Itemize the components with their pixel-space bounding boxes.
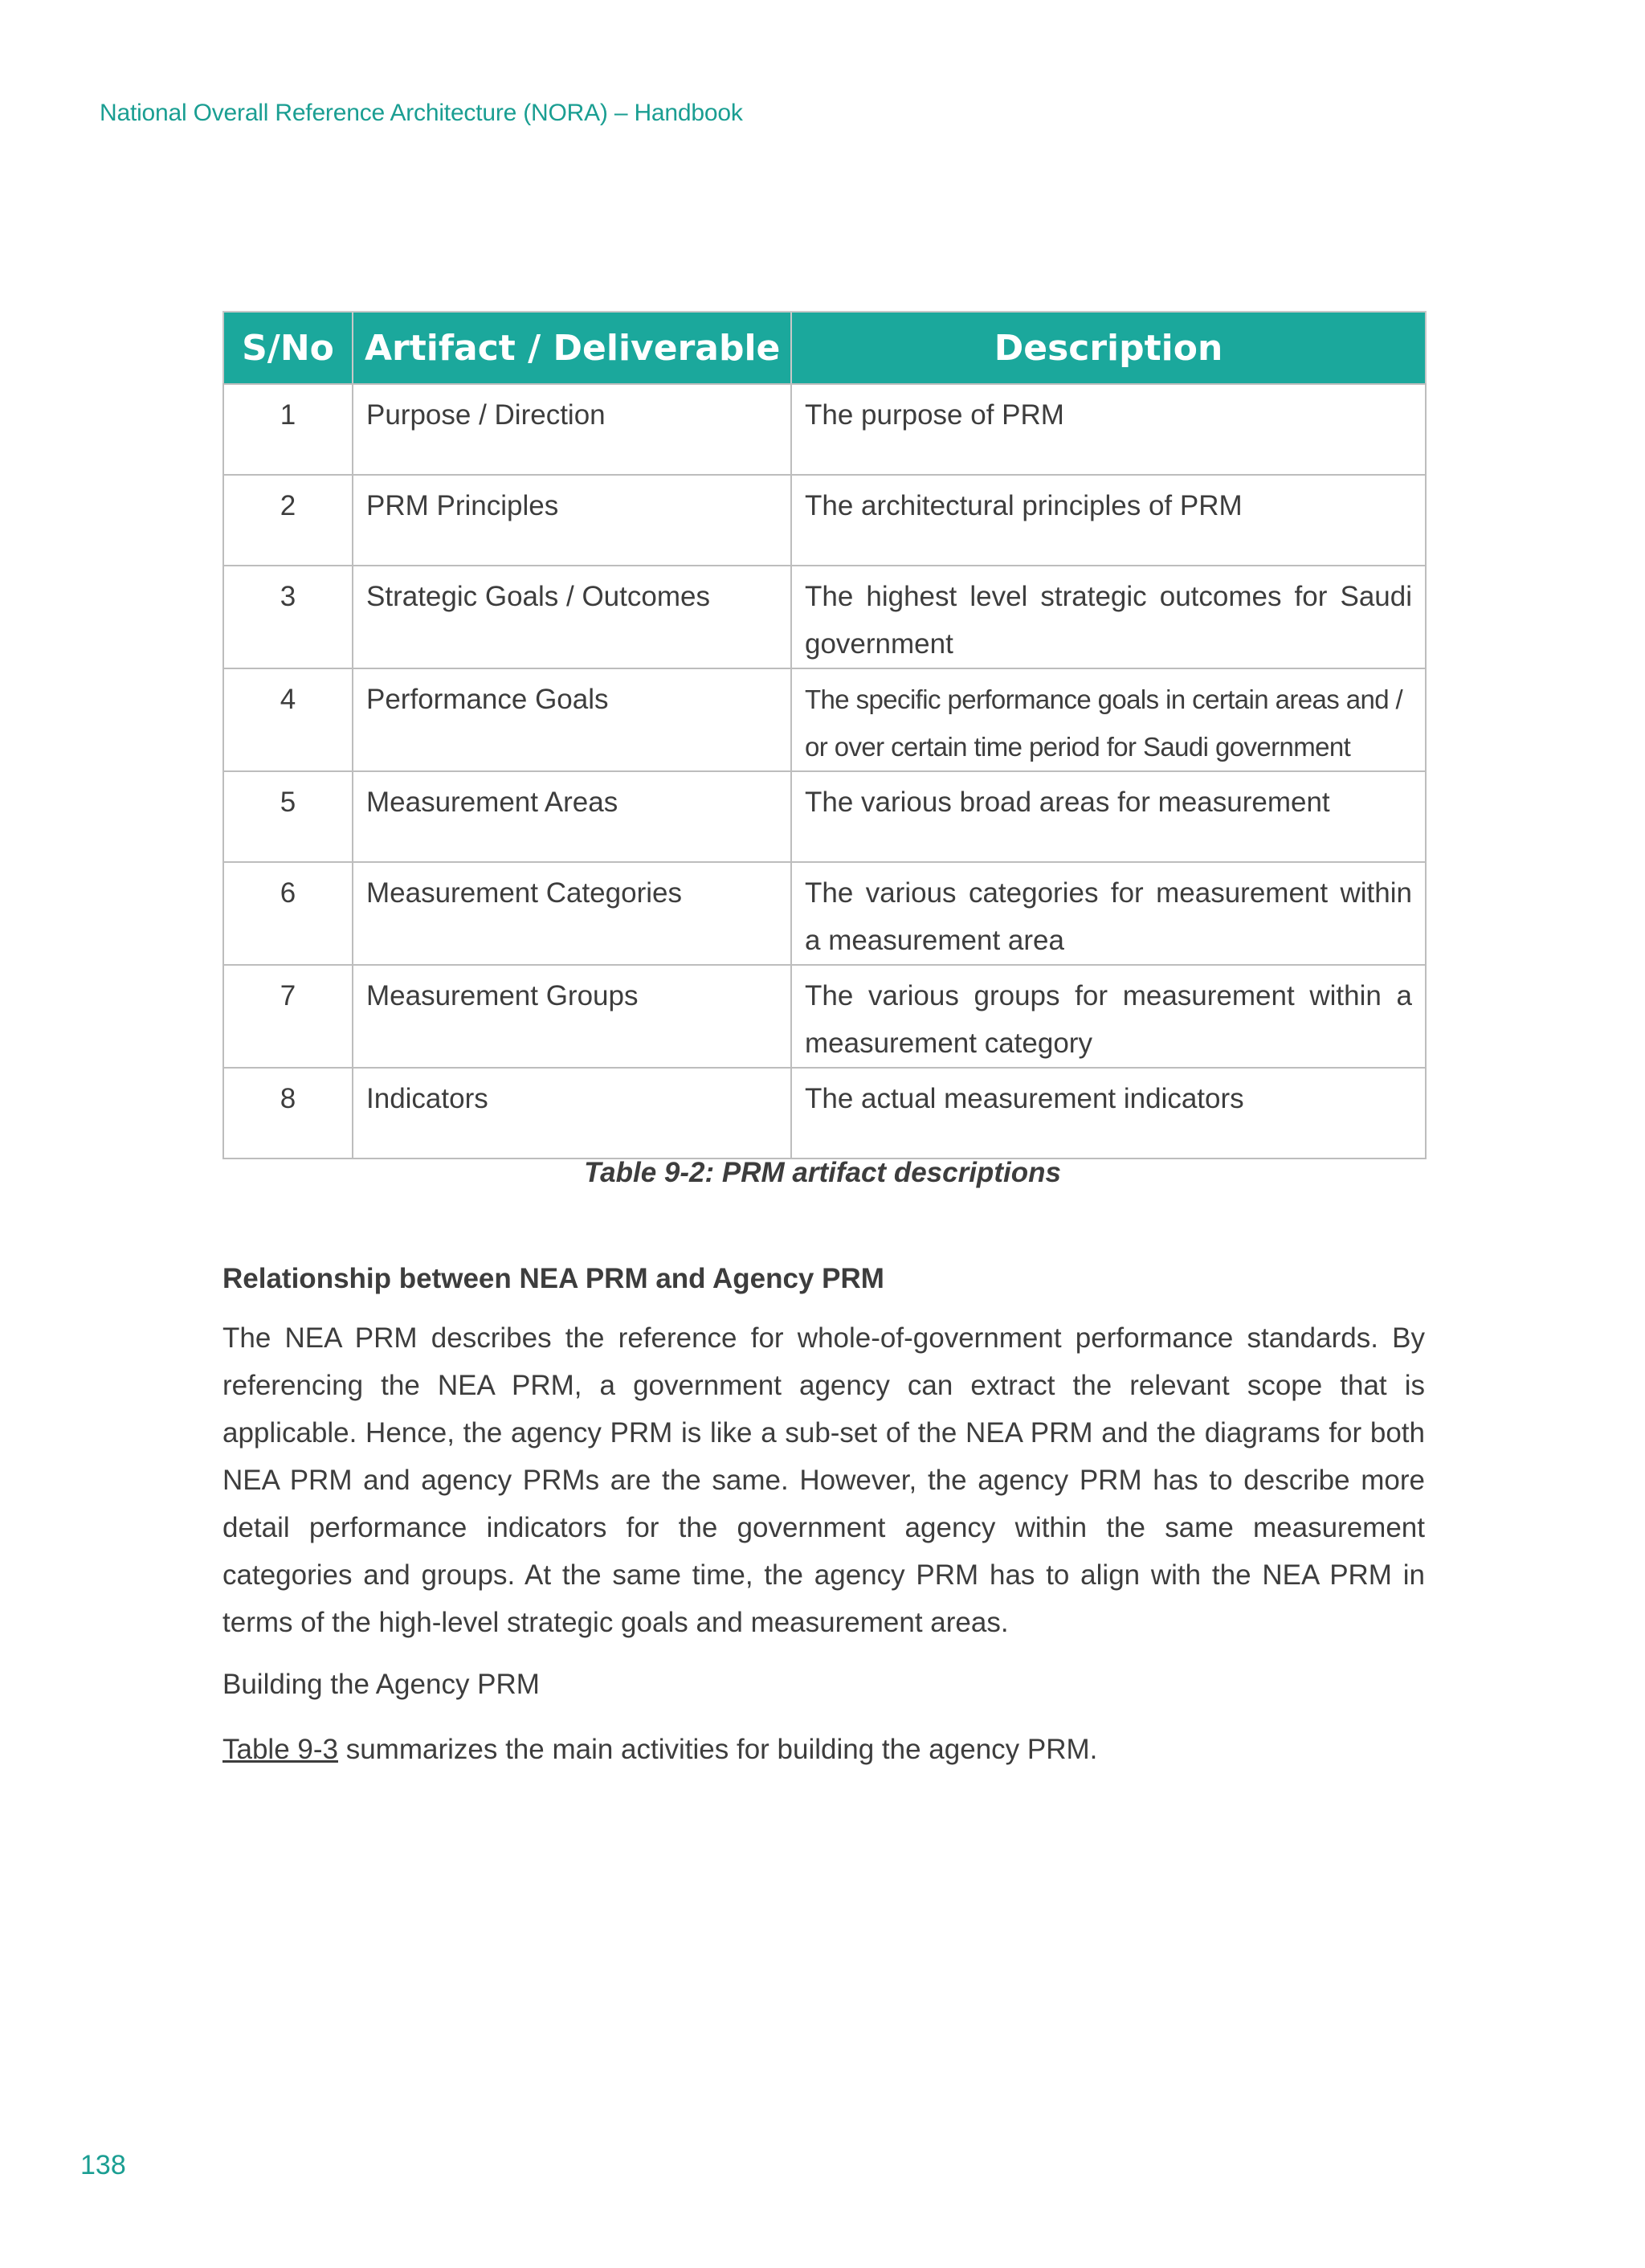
cell-sno: 6: [223, 862, 353, 965]
cell-artifact: Performance Goals: [353, 668, 791, 771]
column-header-sno: S/No: [223, 312, 353, 384]
table-row: [223, 771, 1426, 862]
cell-description: The highest level strategic outcomes for Saudi government: [791, 566, 1426, 668]
table-row: [223, 566, 1426, 668]
cell-sno: 2: [223, 475, 353, 566]
table-header-row: [223, 312, 1426, 384]
cell-sno: 7: [223, 965, 353, 1068]
cell-sno: 4: [223, 668, 353, 771]
prm-artifact-table-wrapper: [222, 311, 1425, 1159]
table-reference-link[interactable]: Table 9-3: [222, 1734, 338, 1765]
table-row: [223, 862, 1426, 965]
table-caption: Table 9-2: PRM artifact descriptions: [584, 1157, 1061, 1188]
table-row: [223, 1068, 1426, 1159]
cell-description: The various groups for measurement within a measurement category: [791, 965, 1426, 1068]
cell-description: The various categories for measurement within a measurement area: [791, 862, 1426, 965]
body-section: [222, 1258, 1425, 1791]
cell-artifact: Indicators: [353, 1068, 791, 1159]
table-row: [223, 475, 1426, 566]
page-number: 138: [80, 2150, 126, 2180]
column-header-artifact: Artifact / Deliverable: [353, 312, 791, 384]
cell-sno: 5: [223, 771, 353, 862]
prm-artifact-table: [222, 311, 1427, 1159]
cell-description: The architectural principles of PRM: [791, 475, 1426, 566]
section-heading: Relationship between NEA PRM and Agency PRM: [222, 1263, 884, 1294]
column-header-description: Description: [791, 312, 1426, 384]
cell-artifact: Strategic Goals / Outcomes: [353, 566, 791, 668]
cell-artifact: Purpose / Direction: [353, 384, 791, 475]
cell-description: The actual measurement indicators: [791, 1068, 1426, 1159]
cell-artifact: Measurement Categories: [353, 862, 791, 965]
cell-sno: 8: [223, 1068, 353, 1159]
cell-sno: 3: [223, 566, 353, 668]
cell-description: The specific performance goals in certain areas and / or over certain time period for Saudi government: [791, 668, 1426, 771]
cell-artifact: PRM Principles: [353, 475, 791, 566]
body-paragraph: The NEA PRM describes the reference for whole-of-government performance standards. By referencing the NEA PRM, a government agency can extract the relevant scope that is applicable. Hence, the agency PRM is like a sub-set of the NEA PRM and the diagrams for both NEA PRM and agency PRMs are the same. However, the agency PRM has to describe more detail performance indicators for the government agency within the same measurement categories and groups. At the same time, the agency PRM has to align with the NEA PRM in terms of the high-level strategic goals and measurement areas.: [222, 1322, 1425, 1638]
cell-description: The purpose of PRM: [791, 384, 1426, 475]
subheading: Building the Agency PRM: [222, 1669, 540, 1700]
table-row: [223, 965, 1426, 1068]
reference-sentence: [222, 1726, 1425, 1773]
cell-artifact: Measurement Groups: [353, 965, 791, 1068]
running-header: National Overall Reference Architecture (NORA) – Handbook: [100, 100, 743, 126]
cell-description: The various broad areas for measurement: [791, 771, 1426, 862]
cell-artifact: Measurement Areas: [353, 771, 791, 862]
reference-text: summarizes the main activities for building the agency PRM.: [337, 1734, 1098, 1765]
table-row: [223, 668, 1426, 771]
table-row: [223, 384, 1426, 475]
cell-sno: 1: [223, 384, 353, 475]
